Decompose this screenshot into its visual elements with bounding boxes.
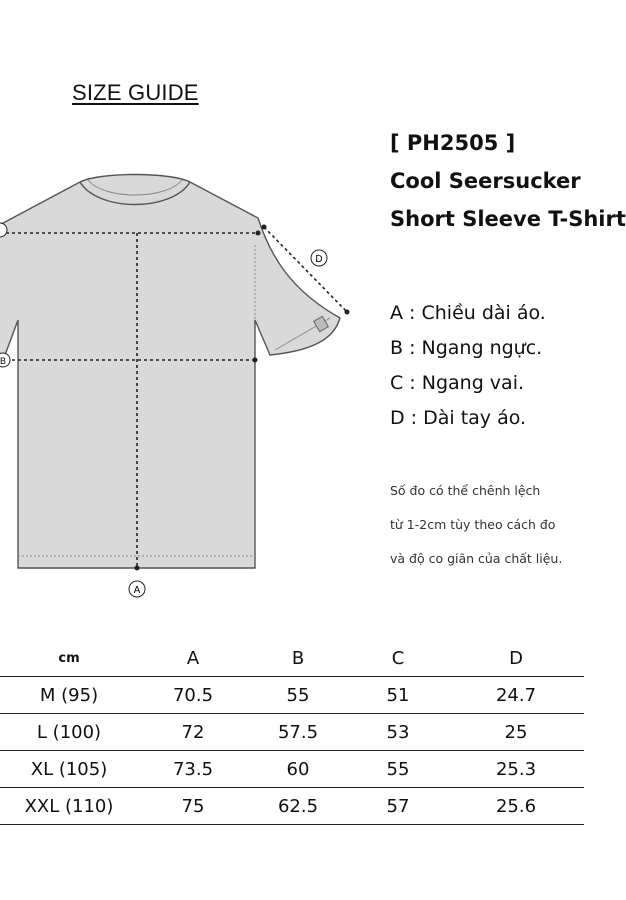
table-header-row <box>0 640 584 677</box>
table-cell: 53 <box>348 714 448 751</box>
table-cell: 72 <box>138 714 248 751</box>
table-cell: 57.5 <box>248 714 348 751</box>
legend-item-b: B : Ngang ngực. <box>390 337 543 359</box>
table-row <box>0 714 584 751</box>
note-line: từ 1-2cm tùy theo cách đo <box>390 517 556 532</box>
product-info <box>390 124 626 238</box>
product-name-line2: Short Sleeve T-Shirt <box>390 207 626 231</box>
legend-item-d: D : Dài tay áo. <box>390 407 527 429</box>
measurement-legend <box>390 296 546 436</box>
table-cell: 73.5 <box>138 751 248 788</box>
marker-b: B <box>0 356 7 366</box>
size-label: L (100) <box>0 714 138 751</box>
table-cell: 51 <box>348 677 448 714</box>
table-cell: 25 <box>448 714 584 751</box>
table-cell: 60 <box>248 751 348 788</box>
product-name-line1: Cool Seersucker <box>390 169 581 193</box>
column-header: D <box>448 640 584 677</box>
marker-a: A <box>133 585 141 596</box>
product-code: [ PH2505 ] <box>390 131 516 155</box>
marker-d: D <box>315 254 323 265</box>
table-row <box>0 677 584 714</box>
table-cell: 55 <box>248 677 348 714</box>
table-cell: 75 <box>138 788 248 825</box>
table-cell: 70.5 <box>138 677 248 714</box>
table-cell: 24.7 <box>448 677 584 714</box>
column-header: A <box>138 640 248 677</box>
note-line: Số đo có thể chênh lệch <box>390 483 541 498</box>
legend-item-a: A : Chiều dài áo. <box>390 302 546 324</box>
legend-item-c: C : Ngang vai. <box>390 372 525 394</box>
table-cell: 25.6 <box>448 788 584 825</box>
size-label: XL (105) <box>0 751 138 788</box>
tshirt-size-diagram <box>0 160 380 610</box>
size-table <box>0 640 584 825</box>
table-cell: 62.5 <box>248 788 348 825</box>
table-cell: 55 <box>348 751 448 788</box>
table-cell: 25.3 <box>448 751 584 788</box>
measurement-note <box>390 474 562 576</box>
column-header: B <box>248 640 348 677</box>
size-label: M (95) <box>0 677 138 714</box>
table-row <box>0 751 584 788</box>
page-title: SIZE GUIDE <box>72 80 199 105</box>
unit-header: cm <box>0 640 138 677</box>
table-cell: 57 <box>348 788 448 825</box>
note-line: và độ co giãn của chất liệu. <box>390 551 563 566</box>
column-header: C <box>348 640 448 677</box>
size-label: XXL (110) <box>0 788 138 825</box>
table-row <box>0 788 584 825</box>
